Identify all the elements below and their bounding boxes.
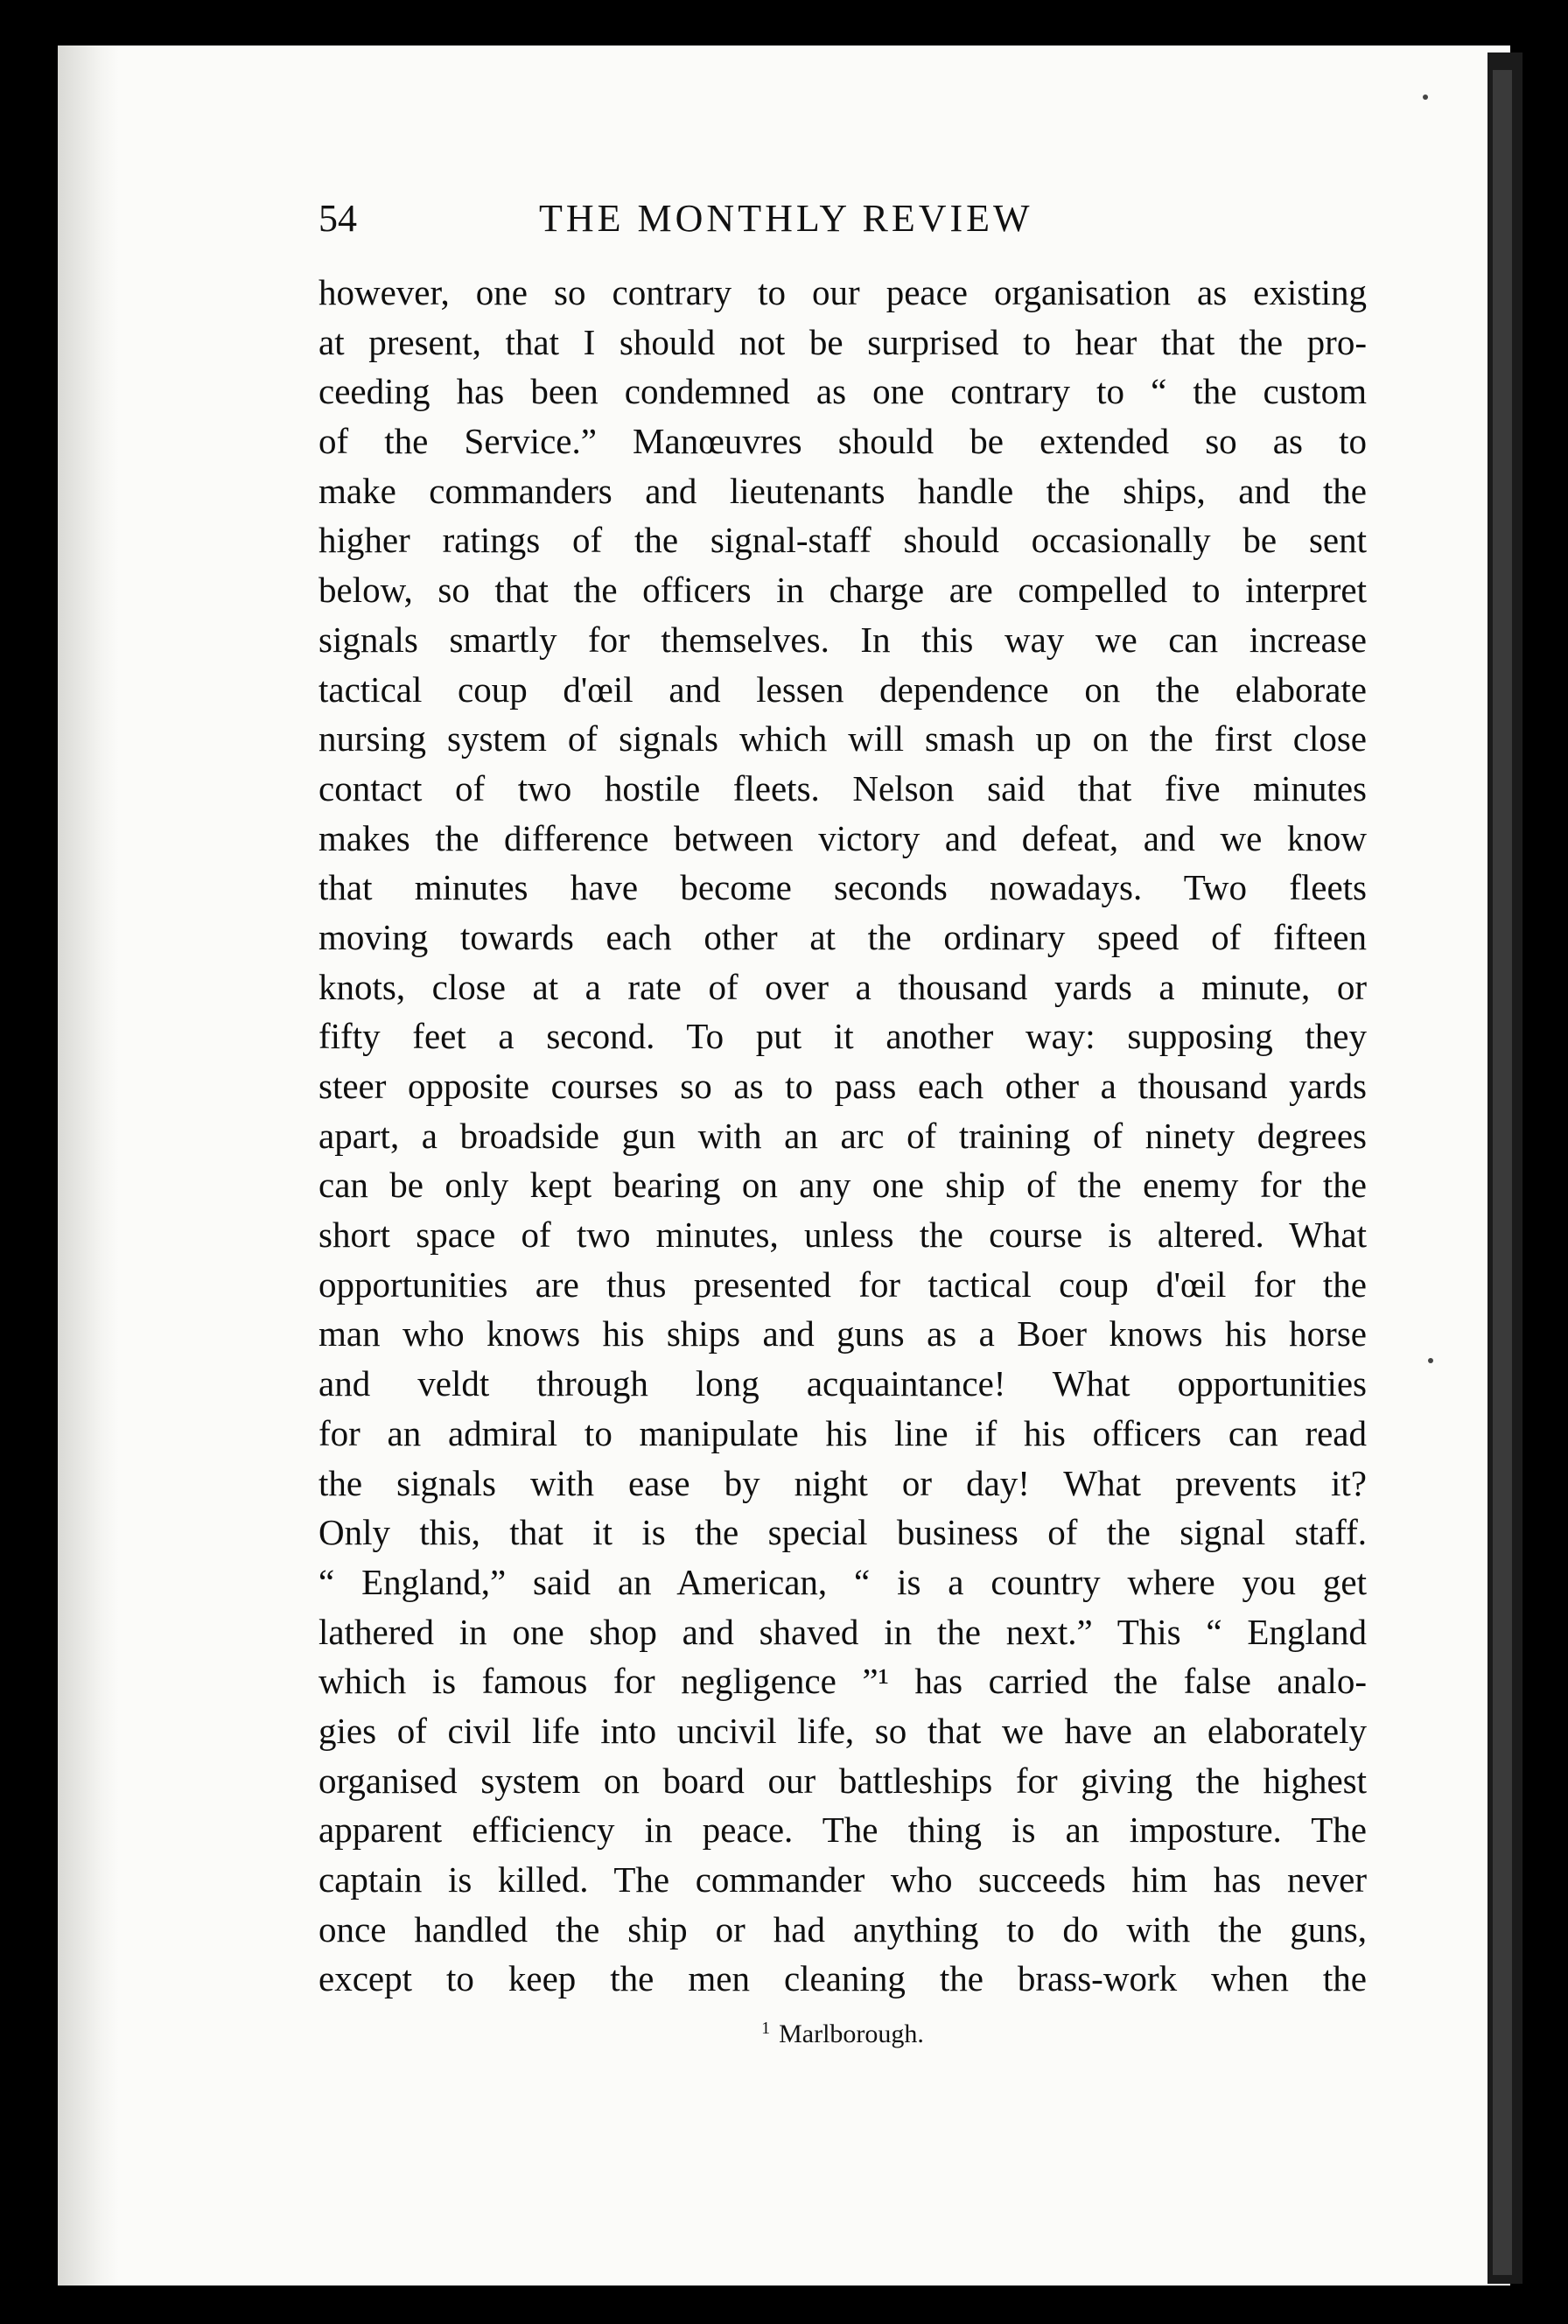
- text-line-content: captain is killed. The commander who succeeds him has never: [318, 1859, 1367, 1900]
- text-line-content: apart, a broadside gun with an arc of training of ninety degrees: [318, 1115, 1367, 1156]
- text-line: [318, 863, 1367, 913]
- text-line: [318, 615, 1367, 665]
- text-line-content: ceeding has been condemned as one contrary to “ the custom: [318, 371, 1367, 412]
- text-line-content: tactical coup d'œil and lessen dependence on the elaborate: [318, 668, 1367, 710]
- text-line-content: signals smartly for themselves. In this way we can increase: [318, 619, 1367, 660]
- text-line: [318, 1905, 1367, 1955]
- running-header: [318, 192, 1368, 245]
- text-line: [318, 1459, 1367, 1508]
- text-line: [318, 1409, 1367, 1459]
- text-line-content: makes the difference between victory and defeat, and we know: [318, 817, 1367, 858]
- scan-speck: [1423, 94, 1428, 100]
- text-line: [318, 466, 1367, 516]
- text-line-content: higher ratings of the signal-staff should occasionally be sent: [318, 520, 1367, 561]
- running-title: THE MONTHLY REVIEW: [539, 197, 1033, 240]
- text-line: [318, 1508, 1367, 1558]
- text-line: [318, 1855, 1367, 1905]
- text-line: [318, 565, 1367, 615]
- text-line-content: make commanders and lieutenants handle the ships, and the: [318, 470, 1367, 511]
- text-line-content: for an admiral to manipulate his line if his officers can read: [318, 1412, 1367, 1453]
- text-line-content: that minutes have become seconds nowadays. Two fleets: [318, 867, 1367, 908]
- text-line-content: steer opposite courses so as to pass each other a thousand yards: [318, 1066, 1367, 1106]
- text-line: [318, 416, 1367, 466]
- text-line: [318, 1210, 1367, 1260]
- text-line-content: knots, close at a rate of over a thousand yards a minute, or: [318, 966, 1367, 1007]
- text-line: [318, 1954, 1367, 2004]
- text-line: [318, 714, 1367, 764]
- text-line: [318, 1558, 1367, 1607]
- text-line-content: organised system on board our battleships for giving the highest: [318, 1760, 1367, 1801]
- text-line-content: however, one so contrary to our peace organisation as existing: [318, 272, 1367, 312]
- text-line: [318, 913, 1367, 962]
- text-line: [318, 1607, 1367, 1657]
- text-line: [318, 1160, 1367, 1210]
- text-line: [318, 1359, 1367, 1409]
- footnote: [318, 2011, 1367, 2052]
- text-line-content: the signals with ease by night or day! What prevents it?: [318, 1462, 1367, 1503]
- text-line-content: at present, that I should not be surprised to hear that the pro-: [318, 321, 1367, 362]
- text-line-content: short space of two minutes, unless the course is altered. What: [318, 1214, 1367, 1256]
- text-line: [318, 1656, 1367, 1706]
- text-line: [318, 665, 1367, 715]
- body-text: [318, 268, 1367, 2004]
- text-line-content: contact of two hostile fleets. Nelson said that five minutes: [318, 767, 1367, 808]
- text-line-content: except to keep the men cleaning the brass-work when the: [318, 1958, 1367, 1999]
- text-line: [318, 268, 1367, 318]
- text-line-content: apparent efficiency in peace. The thing is an imposture. The: [318, 1810, 1367, 1851]
- scan-speck: [1428, 1358, 1433, 1363]
- text-line: [318, 1756, 1367, 1806]
- text-line-content: of the Service.” Manœuvres should be extended so as to: [318, 421, 1367, 462]
- text-line-content: opportunities are thus presented for tactical coup d'œil for the: [318, 1264, 1367, 1305]
- text-line-content: man who knows his ships and guns as a Boer knows his horse: [318, 1313, 1367, 1354]
- text-line-content: can be only kept bearing on any one ship of the enemy for the: [318, 1165, 1367, 1206]
- text-line-content: fifty feet a second. To put it another way: supposing they: [318, 1016, 1367, 1057]
- text-line: [318, 367, 1367, 416]
- gutter-shadow: [58, 46, 119, 2286]
- text-line: [318, 515, 1367, 565]
- text-line-content: “ England,” said an American, “ is a country where you get: [318, 1561, 1367, 1602]
- text-line-content: Only this, that it is the special business of the signal staff.: [318, 1512, 1367, 1553]
- text-line: [318, 1260, 1367, 1310]
- text-line: [318, 1805, 1367, 1855]
- text-line: [318, 1309, 1367, 1359]
- text-line: [318, 814, 1367, 864]
- text-line-content: nursing system of signals which will smash up on the first close: [318, 718, 1367, 760]
- text-line-content: below, so that the officers in charge are compelled to interpret: [318, 570, 1367, 611]
- text-line-content: lathered in one shop and shaved in the next.” This “ England: [318, 1611, 1367, 1652]
- footnote-text: Marlborough.: [779, 2020, 924, 2048]
- text-line-content: gies of civil life into uncivil life, so that we have an elaborately: [318, 1710, 1367, 1751]
- page-number: 54: [318, 197, 357, 240]
- text-line: [318, 1111, 1367, 1161]
- text-line-content: and veldt through long acquaintance! What opportunities: [318, 1363, 1367, 1404]
- text-line: [318, 1706, 1367, 1756]
- text-line-content: once handled the ship or had anything to do with the guns,: [318, 1908, 1367, 1950]
- text-line: [318, 318, 1367, 368]
- text-line: [318, 1012, 1367, 1061]
- text-line: [318, 1061, 1367, 1111]
- text-line-content: which is famous for negligence ”¹ has carried the false analo-: [318, 1661, 1367, 1702]
- text-line-content: moving towards each other at the ordinary speed of fifteen: [318, 916, 1367, 957]
- text-line: [318, 962, 1367, 1012]
- footnote-marker: 1: [761, 2019, 771, 2038]
- book-edge-inner: [1493, 70, 1512, 2275]
- text-line: [318, 764, 1367, 814]
